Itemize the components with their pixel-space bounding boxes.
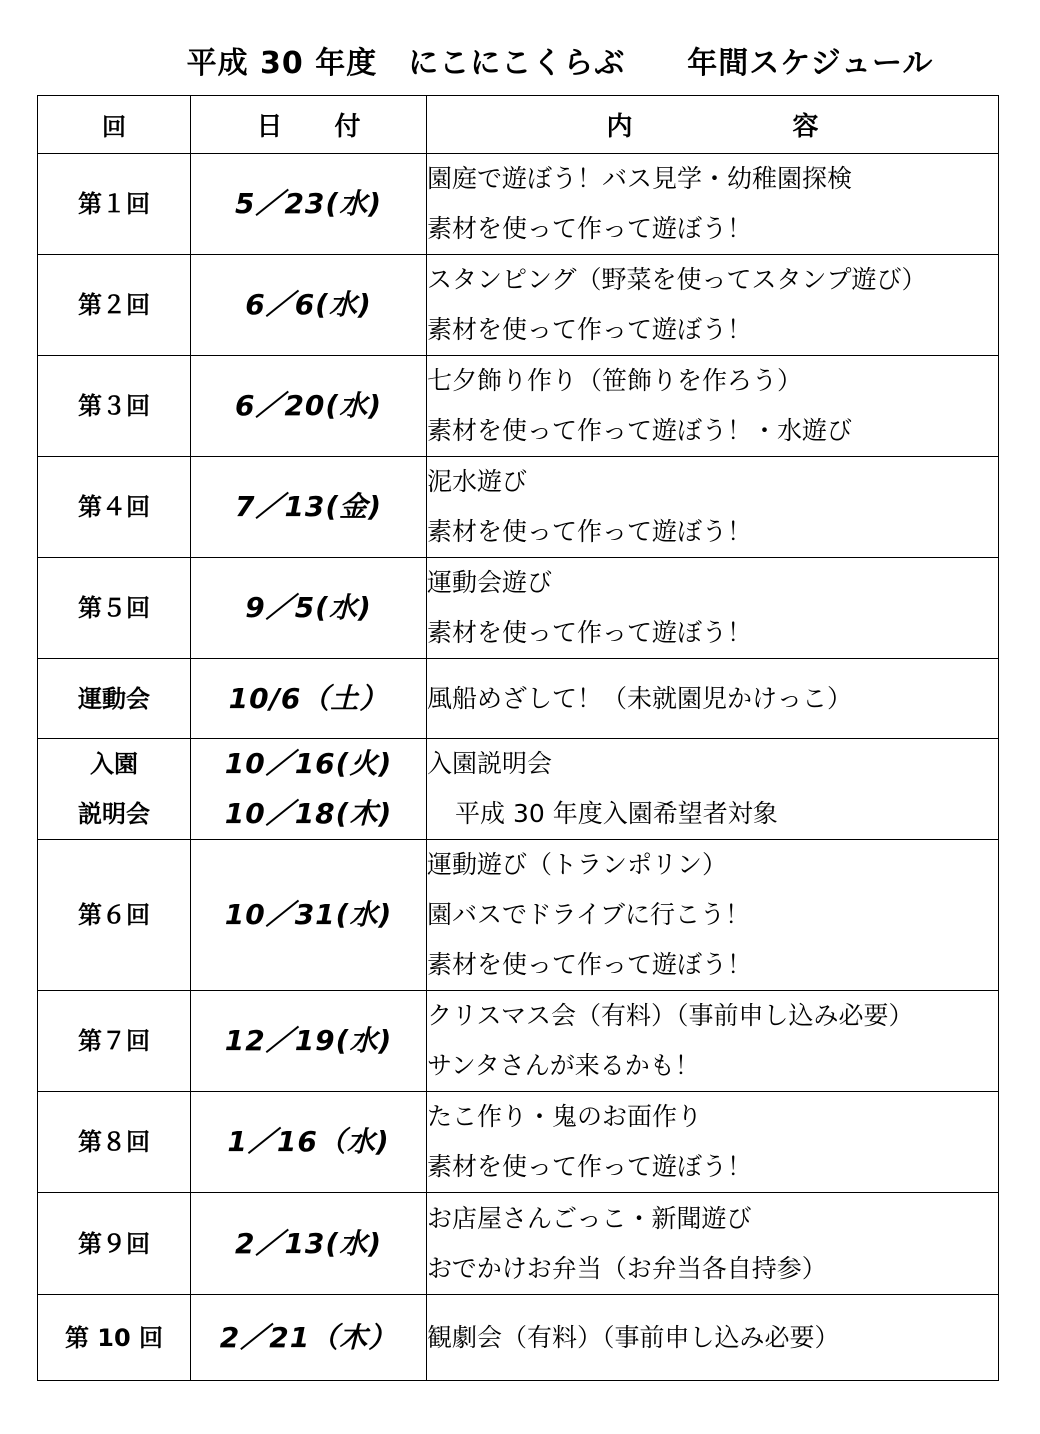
session-label: 第２回: [38, 255, 191, 356]
session-date: 5／23(水): [191, 154, 427, 255]
header-date-char-2: 付: [334, 112, 361, 142]
session-label-line: 入園: [90, 750, 138, 778]
content-line: 運動遊び（トランポリン）: [427, 850, 728, 879]
content-line: 素材を使って作って遊ぼう！: [427, 618, 753, 647]
content-line: 入園説明会: [427, 749, 553, 778]
session-content: [427, 840, 999, 991]
content-line: 園バスでドライブに行こう！: [427, 900, 751, 929]
content-line: 七夕飾り作り（笹飾りを作ろう）: [427, 366, 803, 395]
content-line: 泥水遊び: [427, 467, 528, 496]
content-line: 運動会遊び: [427, 568, 553, 597]
content-line: お店屋さんごっこ・新聞遊び: [427, 1203, 752, 1233]
session-date-line: 10／18(木): [224, 797, 393, 830]
session-label: 第４回: [38, 457, 191, 558]
session-label: [38, 739, 191, 840]
session-label: 第３回: [38, 356, 191, 457]
session-date: 10／31(水): [191, 840, 427, 991]
header-date: [191, 96, 427, 154]
session-content: [427, 659, 999, 739]
session-label-line: 説明会: [78, 800, 150, 828]
content-line: 素材を使って作って遊ぼう！・水遊び: [427, 416, 853, 445]
session-content: [427, 356, 999, 457]
content-line: 平成 30 年度入園希望者対象: [455, 799, 778, 828]
content-line: 素材を使って作って遊ぼう！: [427, 950, 753, 979]
content-line: 園庭で遊ぼう！バス見学・幼稚園探検: [427, 164, 853, 193]
session-date: 6／20(水): [191, 356, 427, 457]
session-date: 12／19(水): [191, 991, 427, 1092]
page-title: 平成 30 年度 にこにこくらぶ 年間スケジュール: [186, 46, 934, 81]
table-row: [38, 558, 999, 659]
content-line: 素材を使って作って遊ぼう！: [427, 214, 753, 243]
content-line: たこ作り・鬼のお面作り: [427, 1102, 703, 1131]
header-row: [38, 96, 999, 154]
content-line: 風船めざして！（未就園児かけっこ）: [427, 683, 853, 713]
session-content: [427, 1092, 999, 1193]
session-date: 2／21（木）: [191, 1295, 427, 1381]
session-content: [427, 154, 999, 255]
session-label: 第 10 回: [38, 1295, 191, 1381]
header-content-char-2: 容: [792, 112, 819, 142]
session-date: 9／5(水): [191, 558, 427, 659]
session-date: 7／13(金): [191, 457, 427, 558]
session-date-line: 10／16(火): [224, 747, 393, 780]
table-row: [38, 1193, 999, 1295]
session-label: 第７回: [38, 991, 191, 1092]
content-line: おでかけお弁当（お弁当各自持参）: [427, 1253, 827, 1283]
table-row: [38, 659, 999, 739]
session-date: 2／13(水): [191, 1193, 427, 1295]
session-label: 第１回: [38, 154, 191, 255]
content-line: サンタさんが来るかも！: [427, 1051, 700, 1080]
session-content: [427, 1193, 999, 1295]
table-row: [38, 255, 999, 356]
session-content: [427, 457, 999, 558]
session-content: [427, 991, 999, 1092]
session-date: 10/6（土）: [191, 659, 427, 739]
content-line: 素材を使って作って遊ぼう！: [427, 517, 753, 546]
content-line: 素材を使って作って遊ぼう！: [427, 315, 753, 344]
content-line: 素材を使って作って遊ぼう！: [427, 1152, 753, 1181]
content-line: スタンピング（野菜を使ってスタンプ遊び）: [427, 265, 927, 294]
session-date: 6／6(水): [191, 255, 427, 356]
session-content: [427, 739, 999, 840]
session-label: 第６回: [38, 840, 191, 991]
table-row: [38, 840, 999, 991]
session-label: 運動会: [38, 659, 191, 739]
table-row: [38, 356, 999, 457]
header-kai: 回: [38, 96, 191, 154]
header-content: [427, 96, 999, 154]
table-row: [38, 1295, 999, 1381]
content-line: 観劇会（有料）（事前申し込み必要）: [427, 1322, 840, 1352]
table-row: [38, 154, 999, 255]
session-content: [427, 1295, 999, 1381]
table-row: [38, 739, 999, 840]
session-label: 第８回: [38, 1092, 191, 1193]
session-date: 1／16（水): [191, 1092, 427, 1193]
table-row: [38, 991, 999, 1092]
table-row: [38, 457, 999, 558]
session-content: [427, 558, 999, 659]
session-date: [191, 739, 427, 840]
content-line: クリスマス会（有料）（事前申し込み必要）: [427, 1001, 914, 1030]
table-row: [38, 1092, 999, 1193]
session-label: 第５回: [38, 558, 191, 659]
session-content: [427, 255, 999, 356]
header-date-char-1: 日: [256, 112, 283, 142]
header-content-char-1: 内: [606, 112, 633, 142]
session-label: 第９回: [38, 1193, 191, 1295]
schedule-table: [37, 95, 999, 1381]
